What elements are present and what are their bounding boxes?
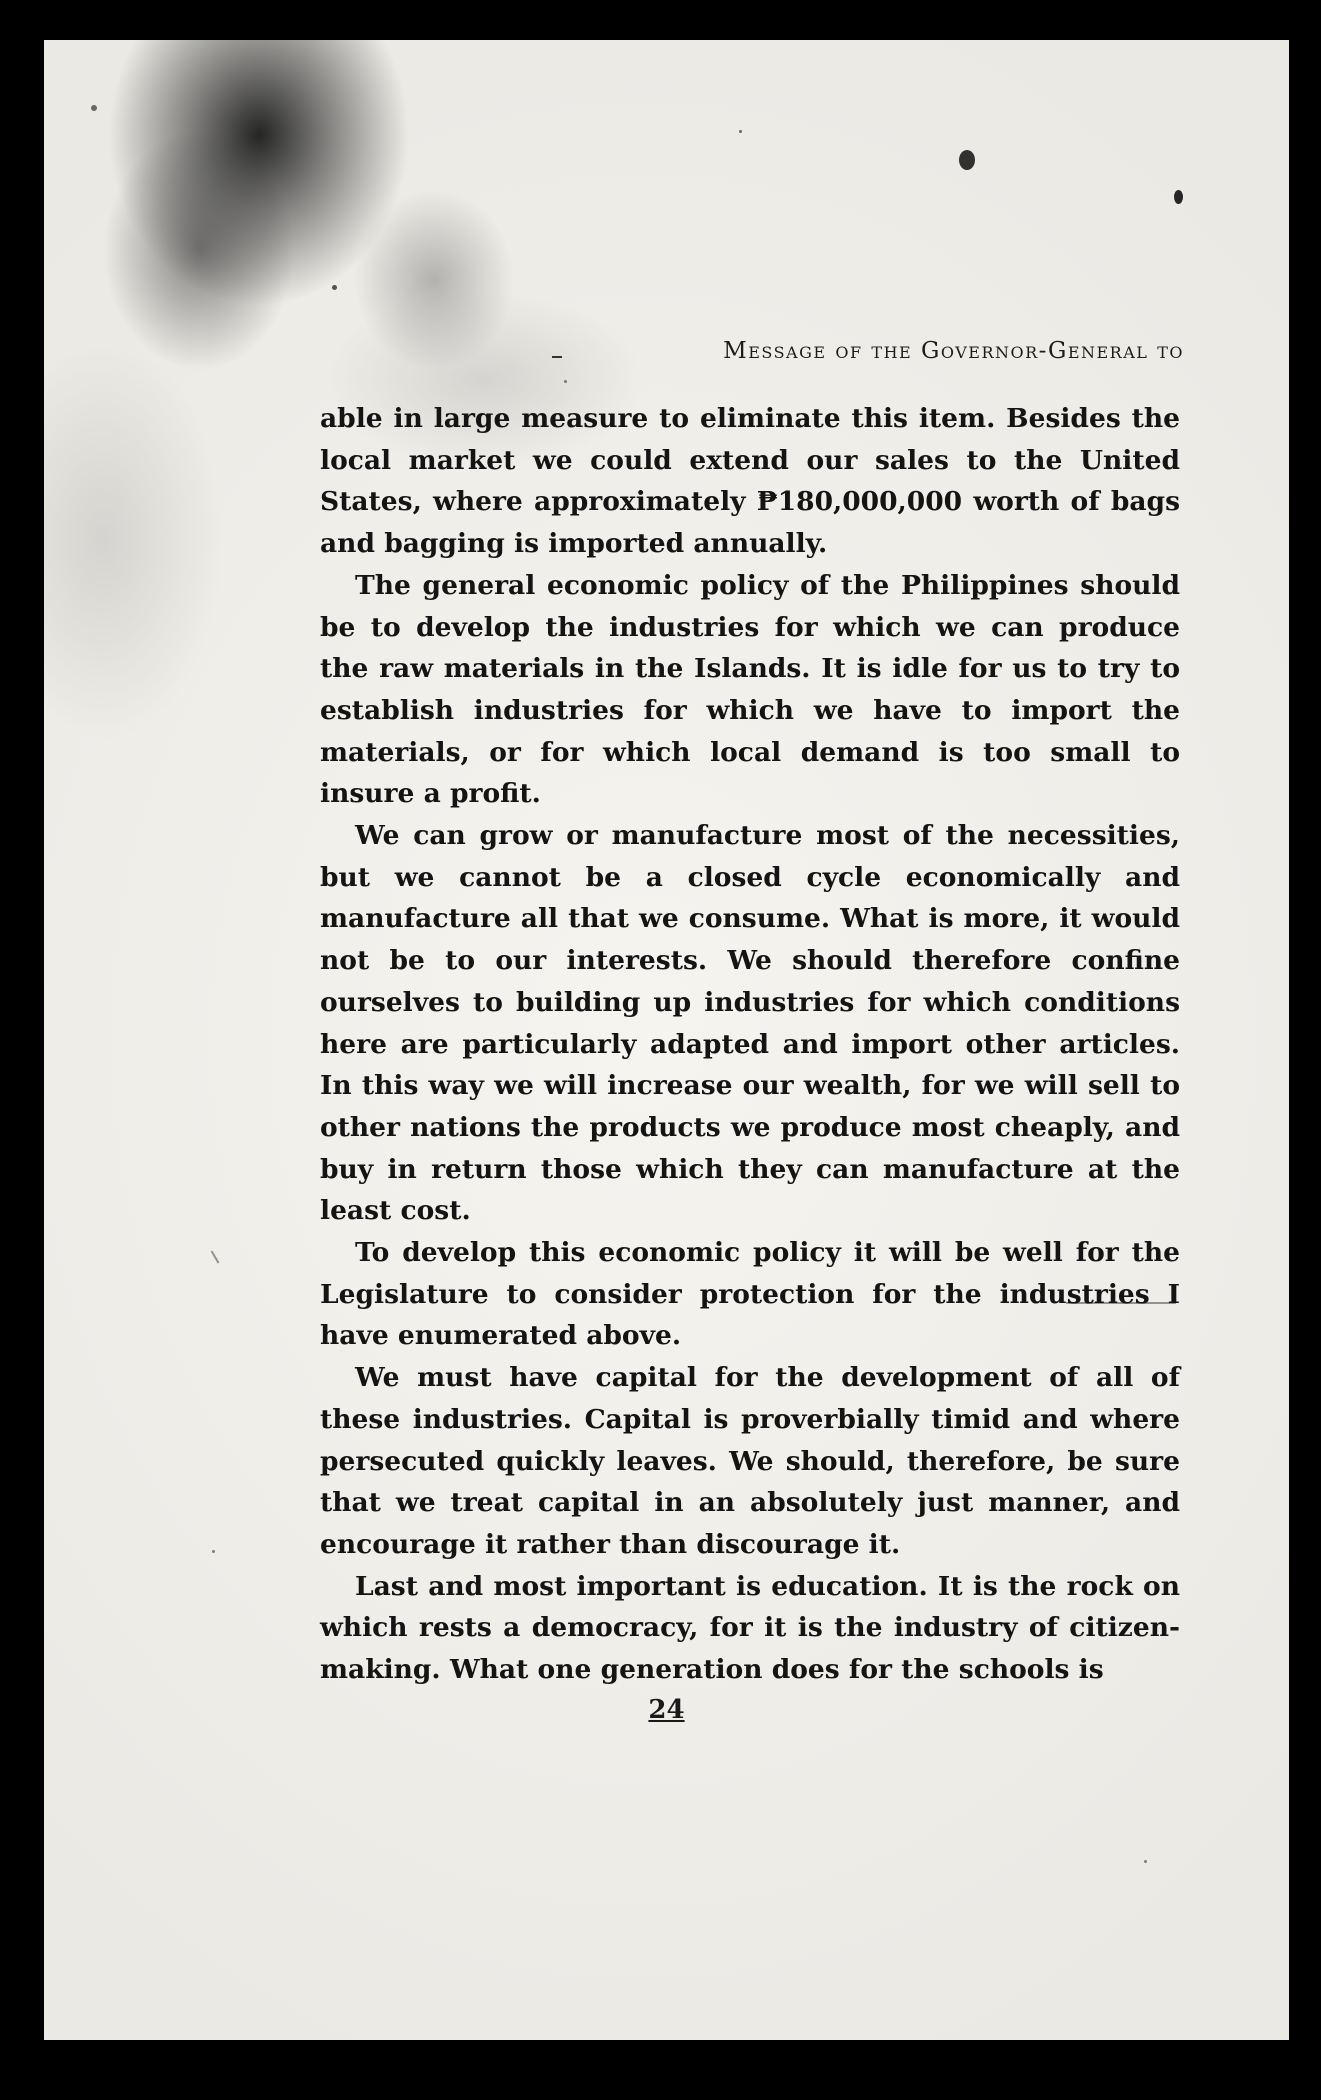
paragraph: The general economic policy of the Philippines should be to develop the industries for which we can produce the raw materials in the Islands. It is idle for us to try to establish industries for which we have to import the materials, or for which local demand is too small to insure a profit. bbox=[320, 569, 1180, 810]
ink-speck bbox=[564, 380, 567, 383]
paragraph: able in large measure to eliminate this item. Besides the local market we could extend our sales to the United States, where approximately ₱180,000,000 worth of bags and bagging is imported annually. bbox=[320, 403, 1180, 560]
paragraph: Last and most important is education. It is the rock on which rests a democracy, for it is the industry of citizen-making. What one generation does for the schools is bbox=[320, 1570, 1180, 1686]
ink-speck bbox=[332, 285, 337, 290]
pencil-mark bbox=[211, 1250, 220, 1263]
ink-speck bbox=[1174, 190, 1183, 204]
paragraph: To develop this economic policy it will be well for the Legislature to consider protection for the industries I have enumerated above. bbox=[320, 1237, 1180, 1352]
document-page bbox=[44, 40, 1289, 2040]
body-text bbox=[320, 398, 1180, 1691]
paragraph: We must have capital for the development of all of these industries. Capital is proverbially timid and where persecuted quickly leaves. We should, therefore, be sure that we treat capital in an absolutely just manner, and encourage it rather than discourage it. bbox=[320, 1362, 1180, 1560]
ink-speck bbox=[1144, 1860, 1147, 1863]
page-number: 24 bbox=[648, 1695, 685, 1725]
ink-speck bbox=[212, 1550, 215, 1553]
paragraph: We can grow or manufacture most of the necessities, but we cannot be a closed cycle economically and manufacture all that we consume. What is more, it would not be to our interests. We should therefore confine ourselves to building up industries for which conditions here are particularly adapted and import other articles. In this way we will increase our wealth, for we will sell to other nations the products we produce most cheaply, and buy in return those which they can manufacture at the least cost. bbox=[320, 820, 1180, 1227]
ink-speck bbox=[739, 130, 742, 133]
ink-speck bbox=[959, 150, 975, 170]
ink-speck bbox=[91, 105, 97, 111]
running-header: Message of the Governor-General to bbox=[723, 338, 1184, 364]
